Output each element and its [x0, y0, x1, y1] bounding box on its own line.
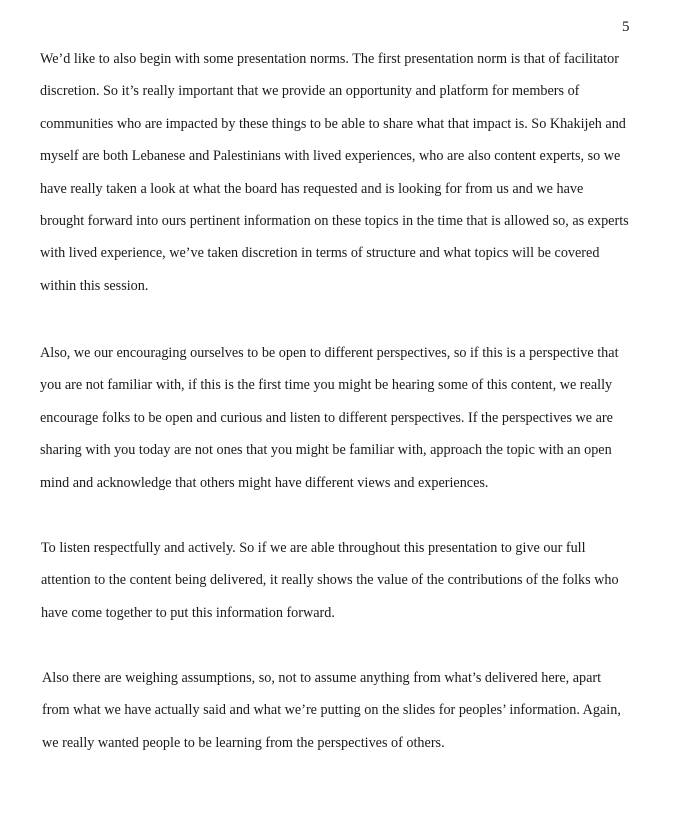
- text-line: from what we have actually said and what we’re putting on the slides for peoples’ information. Again,: [42, 702, 621, 719]
- text-line: Also, we our encouraging ourselves to be open to different perspectives, so if this is a perspective that: [40, 345, 619, 361]
- text-line: We’d like to also begin with some presentation norms. The first presentation norm is that of facilitator: [40, 51, 619, 67]
- text-line: you are not familiar with, if this is the first time you might be hearing some of this content, we really: [40, 377, 613, 394]
- text-line: Also there are weighing assumptions, so, not to assume anything from what’s delivered here, apart: [42, 670, 602, 686]
- page-number: 5: [622, 19, 630, 35]
- text-line: encourage folks to be open and curious and listen to different perspectives. If the perspectives we are: [40, 409, 613, 426]
- paragraph-presentation-norms: [40, 43, 629, 302]
- text-line: discretion. So it’s really important that we provide an opportunity and platform for members of: [40, 83, 580, 100]
- text-line: sharing with you today are not ones that you might be familiar with, approach the topic with an open: [40, 442, 612, 459]
- text-line: myself are both Lebanese and Palestinians with lived experiences, who are also content experts, so we: [40, 148, 621, 165]
- text-line: have really taken a look at what the board has requested and is looking for from us and we have: [40, 180, 584, 197]
- text-line: have come together to put this information forward.: [41, 604, 335, 621]
- paragraph-listen-respectfully: [41, 532, 619, 629]
- text-line: communities who are impacted by these things to be able to share what that impact is. So Khakijeh and: [40, 115, 626, 132]
- paragraph-assumptions: [42, 662, 621, 759]
- text-line: To listen respectfully and actively. So if we are able throughout this presentation to give our full: [41, 540, 586, 556]
- text-line: brought forward into ours pertinent information on these topics in the time that is allowed so, as experts: [40, 213, 629, 230]
- text-line: mind and acknowledge that others might have different views and experiences.: [40, 474, 489, 491]
- paragraph-open-perspectives: [40, 337, 619, 499]
- text-line: with lived experience, we’ve taken discretion in terms of structure and what topics will be covered: [40, 245, 600, 262]
- text-line: within this session.: [40, 277, 149, 294]
- text-line: attention to the content being delivered, it really shows the value of the contributions of the folks who: [41, 572, 619, 589]
- text-line: we really wanted people to be learning from the perspectives of others.: [42, 734, 445, 751]
